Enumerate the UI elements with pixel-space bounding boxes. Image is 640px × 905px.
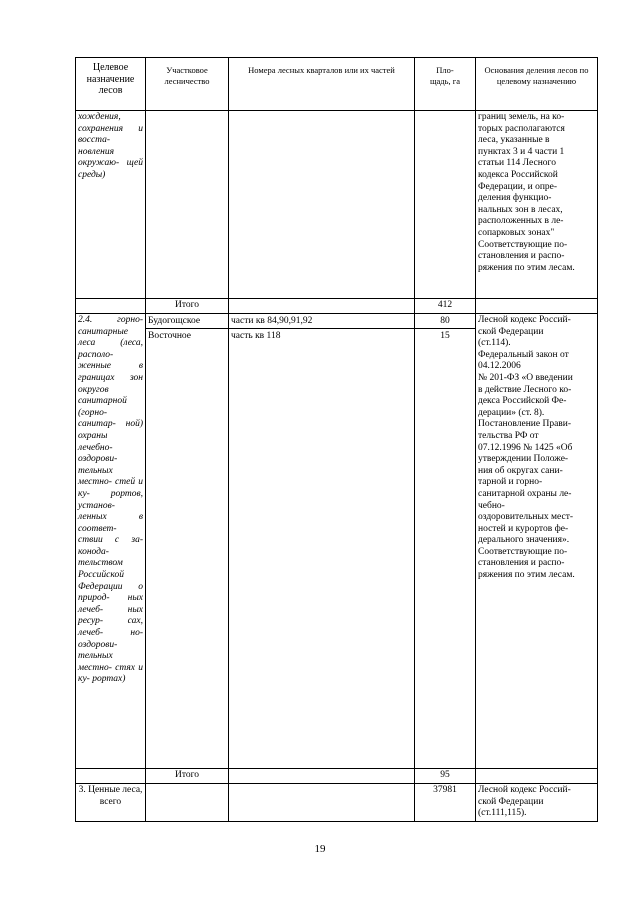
quarters-cell-empty <box>229 784 415 822</box>
table-row-total <box>76 299 598 314</box>
basis-continued: границ земель, на ко- торых располагаются леса, указанные в пунктах 3 и 4 части 1 статьи 114 Лесного кодекса Российской Федерации, и опре- деления функцио- нальных зон в лесах, расположенных в ле- сопарковых зонах" Соответствующие по- становления и распо- ряжения по этим лесам. <box>476 111 598 299</box>
purpose-valuable-forests: 3. Ценные леса, всего <box>76 784 146 822</box>
header-forestry: Участковое лесничество <box>146 58 229 111</box>
total-label: Итого <box>146 769 229 784</box>
forestry-list <box>146 314 229 769</box>
purpose-mountain-sanitary: 2.4. горно-санитарные леса (леса, располо- женные в границах зон округов санитарной (горно- санитар- ной) охраны лечебно- оздорови- тельных местно- стей и ку- рортов, установ- ленных в соответ- ствии с за- конода- тельством Российской Федерации о природ- ных лечеб- ных ресур- сах, лечеб- но- оздорови- тельных местно- стях и ку- рортах) <box>76 314 146 769</box>
forestry-entry: Будогощское <box>146 314 228 329</box>
area-list <box>415 314 476 769</box>
quarters-entry: часть кв 118 <box>231 331 281 341</box>
purpose-cell-empty <box>76 299 146 314</box>
table-row-valuable-forests <box>76 784 598 822</box>
quarters-list <box>229 314 415 769</box>
forest-purpose-table <box>75 57 598 822</box>
header-purpose: Целевое назначение лесов <box>76 58 146 111</box>
basis-valuable-forests: Лесной кодекс Россий- ской Федерации (ст.111,115). <box>476 784 598 822</box>
area-valuable-forests: 37981 <box>415 784 476 822</box>
quarters-cell-empty <box>229 299 415 314</box>
header-area <box>415 58 476 111</box>
area-cell-empty <box>415 111 476 299</box>
page-number: 19 <box>314 843 326 855</box>
header-basis: Основания деления лесов по целевому назначению <box>476 58 598 111</box>
table-header-row <box>76 58 598 111</box>
table-row-continued <box>76 111 598 299</box>
table-row-total <box>76 769 598 784</box>
quarters-entry: части кв 84,90,91,92 <box>229 314 414 329</box>
area-entry: 15 <box>440 331 450 341</box>
basis-mountain-sanitary: Лесной кодекс Россий- ской Федерации (ст.114). Федеральный закон от 04.12.2006 № 201-ФЗ «О введении в действие Лесного ко- декса Российской Фе- дерации» (ст. 8). Постановление Прави- тельства РФ от 07.12.1996 № 1425 «Об утверждении Положе- ния об округах сани- тарной и горно- санитарной охраны ле- чебно- оздоровительных мест- ностей и курортов фе- дерального значения». Соответствующие по- становления и распо- ряжения по этим лесам. <box>476 314 598 769</box>
basis-cell-empty <box>476 299 598 314</box>
table-row-mountain-sanitary <box>76 314 598 769</box>
forestry-cell-empty <box>146 111 229 299</box>
purpose-continued: хождения, сохранения и восста- новления окружаю- щей среды) <box>76 111 146 299</box>
forestry-entry: Восточное <box>148 331 192 341</box>
header-quarters: Номера лесных кварталов или их частей <box>229 58 415 111</box>
purpose-cell-empty <box>76 769 146 784</box>
quarters-cell-empty <box>229 769 415 784</box>
total-label: Итого <box>146 299 229 314</box>
quarters-cell-empty <box>229 111 415 299</box>
basis-cell-empty <box>476 769 598 784</box>
total-area: 95 <box>415 769 476 784</box>
forestry-cell-empty <box>146 784 229 822</box>
area-entry: 80 <box>415 314 475 329</box>
total-area: 412 <box>415 299 476 314</box>
header-area-text: Пло- щадь, га <box>429 65 461 86</box>
